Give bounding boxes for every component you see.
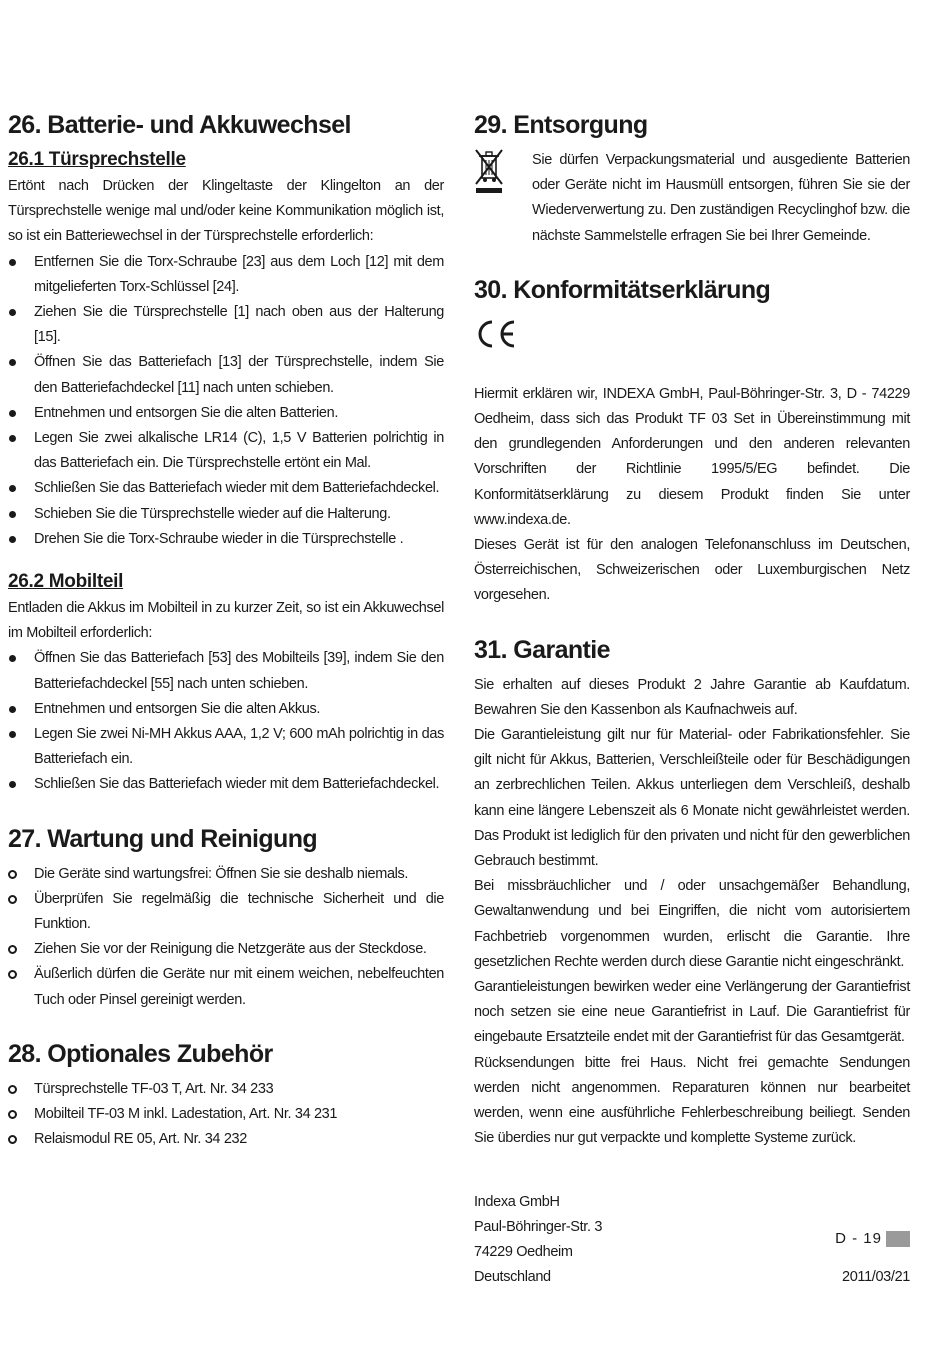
section-26-1-heading: 26.1 Türsprechstelle — [8, 149, 186, 170]
list-item: Entnehmen und entsorgen Sie die alten Akkus. — [8, 697, 444, 722]
list-item: Ziehen Sie die Türsprechstelle [1] nach oben aus der Halterung [15]. — [8, 300, 444, 350]
list-item: Öffnen Sie das Batteriefach [53] des Mobilteils [39], indem Sie den Batteriefachdeckel [55] nach unten schieben. — [8, 646, 444, 696]
section-31-p4: Garantieleistungen bewirken weder eine Verlängerung der Garantiefrist noch setzen sie eine neue Garantiefrist in Lauf. Die Garantiefrist für eingebaute Ersatzteile endet mit der Garantiefrist für das Gesamtgerät. — [474, 979, 910, 1046]
section-28-list — [8, 1077, 444, 1153]
address-line: Deutschland — [474, 1269, 551, 1286]
list-item: Schieben Sie die Türsprechstelle wieder auf die Halterung. — [8, 502, 444, 527]
list-item: Legen Sie zwei Ni-MH Akkus AAA, 1,2 V; 600 mAh polrichtig in das Batteriefach ein. — [8, 722, 444, 772]
section-30-p2: Dieses Gerät ist für den analogen Telefonanschluss im Deutschen, Österreichischen, Schweizerischen oder Luxemburgischen Netz vorgesehen. — [474, 537, 910, 604]
list-item: Entfernen Sie die Torx-Schraube [23] aus dem Loch [12] mit dem mitgelieferten Torx-Schlüssel [24]. — [8, 250, 444, 300]
list-item: Entnehmen und entsorgen Sie die alten Batterien. — [8, 401, 444, 426]
section-26-1-list — [8, 250, 444, 552]
list-item: Äußerlich dürfen die Geräte nur mit einem weichen, nebelfeuchten Tuch oder Pinsel gereinigt werden. — [8, 962, 444, 1012]
list-item: Öffnen Sie das Batteriefach [13] der Türsprechstelle, indem Sie den Batteriefachdeckel [11] nach unten schieben. — [8, 350, 444, 400]
section-31-p3: Bei missbräuchlicher und / oder unsachgemäßer Behandlung, Gewaltanwendung und bei Eingriffen, die nicht vom autorisiertem Fachbetrieb vorgenommen wurden, erlischt die Garantie. Ihre gesetzlichen Rechte werden durch diese Garantie nicht eingeschränkt. — [474, 878, 910, 970]
section-31-heading: 31. Garantie — [474, 635, 610, 664]
list-item: Überprüfen Sie regelmäßig die technische Sicherheit und die Funktion. — [8, 887, 444, 937]
section-26-2-heading: 26.2 Mobilteil — [8, 571, 124, 593]
section-26-2-list — [8, 646, 444, 797]
list-item: Türsprechstelle TF-03 T, Art. Nr. 34 233 — [8, 1077, 444, 1102]
list-item: Schließen Sie das Batteriefach wieder mit dem Batteriefachdeckel. — [8, 476, 444, 501]
section-31-p1: Sie erhalten auf dieses Produkt 2 Jahre Garantie ab Kaufdatum. Bewahren Sie den Kassenbon als Kaufnachweis auf. — [474, 676, 910, 718]
page-number: D - 19 — [835, 1230, 882, 1247]
list-item: Mobilteil TF-03 M inkl. Ladestation, Art. Nr. 34 231 — [8, 1102, 444, 1127]
section-30-heading: 30. Konformitätserklärung — [474, 275, 771, 304]
section-30-p1: Hiermit erklären wir, INDEXA GmbH, Paul-Böhringer-Str. 3, D - 74229 Oedheim, dass sich das Produkt TF 03 Set in Übereinstimmung mit den grundlegenden Anforderungen und den anderen relevanten Vorschriften der Richtlinie 1995/5/EG befindet. Die Konformitätserklärung zu diesem Produkt finden Sie unter www.indexa.de. — [474, 385, 910, 528]
list-item: Drehen Sie die Torx-Schraube wieder in die Türsprechstelle . — [8, 527, 444, 552]
page-footer — [835, 1230, 910, 1247]
address-line: Indexa GmbH — [474, 1193, 560, 1210]
section-29-heading: 29. Entsorgung — [474, 111, 648, 139]
list-item: Relaismodul RE 05, Art. Nr. 34 232 — [8, 1127, 444, 1152]
ce-mark-icon — [474, 319, 518, 349]
section-26-1-intro: Ertönt nach Drücken der Klingeltaste der Klingelton an der Türsprechstelle wenige mal und/oder keine Kommunikation möglich ist, so ist ein Batteriewechsel in der Türsprechstelle erforderlich: — [8, 178, 444, 245]
right-column — [474, 108, 910, 1290]
page-marker-bar — [886, 1231, 910, 1247]
section-27-list — [8, 862, 444, 1013]
address-line: 74229 Oedheim — [474, 1243, 573, 1260]
section-27-heading: 27. Wartung und Reinigung — [8, 824, 318, 853]
section-29-text: Sie dürfen Verpackungsmaterial und ausgediente Batterien oder Geräte nicht im Hausmüll entsorgen, führen Sie sie der Wiederverwertung zu. Den zuständigen Recyclinghof bzw. die nächste Sammelstelle erfragen Sie bei Ihrer Gemeinde. — [532, 152, 910, 244]
section-31-p5: Rücksendungen bitte frei Haus. Nicht frei gemachte Sendungen werden nicht angenommen. Reparaturen können nur bearbeitet werden, wenn eine ausführliche Fehlerbeschreibung beiliegt. Senden Sie überdies nur gut verpackte und komplette Systeme zurück. — [474, 1054, 910, 1147]
section-26-heading: 26. Batterie- und Akkuwechsel — [8, 111, 351, 139]
address-line: Paul-Böhringer-Str. 3 — [474, 1218, 603, 1235]
list-item: Legen Sie zwei alkalische LR14 (C), 1,5 V Batterien polrichtig in das Batteriefach ein. Die Türsprechstelle ertönt ein Mal. — [8, 426, 444, 476]
weee-crossed-bin-icon — [474, 148, 504, 194]
list-item: Ziehen Sie vor der Reinigung die Netzgeräte aus der Steckdose. — [8, 937, 444, 962]
list-item: Die Geräte sind wartungsfrei: Öffnen Sie sie deshalb niemals. — [8, 862, 444, 887]
left-column — [8, 108, 444, 1153]
section-28-heading: 28. Optionales Zubehör — [8, 1039, 273, 1068]
list-item: Schließen Sie das Batteriefach wieder mit dem Batteriefachdeckel. — [8, 772, 444, 797]
section-31-p2: Die Garantieleistung gilt nur für Material- oder Fabrikationsfehler. Sie gilt nicht für Akkus, Batterien, Verschleißteile oder für Beschädigungen an zerbrechlichen Teilen. Akkus unterliegen dem Verschleiß, deshalb kann eine längere Lebenszeit als 6 Monate nicht gewährleistet werden. Das Produkt ist lediglich für den privaten und nicht für den gewerblichen Gebrauch bestimmt. — [474, 727, 910, 870]
section-26-2-intro: Entladen die Akkus im Mobilteil in zu kurzer Zeit, so ist ein Akkuwechsel im Mobilteil erforderlich: — [8, 600, 444, 642]
document-date: 2011/03/21 — [842, 1269, 910, 1286]
